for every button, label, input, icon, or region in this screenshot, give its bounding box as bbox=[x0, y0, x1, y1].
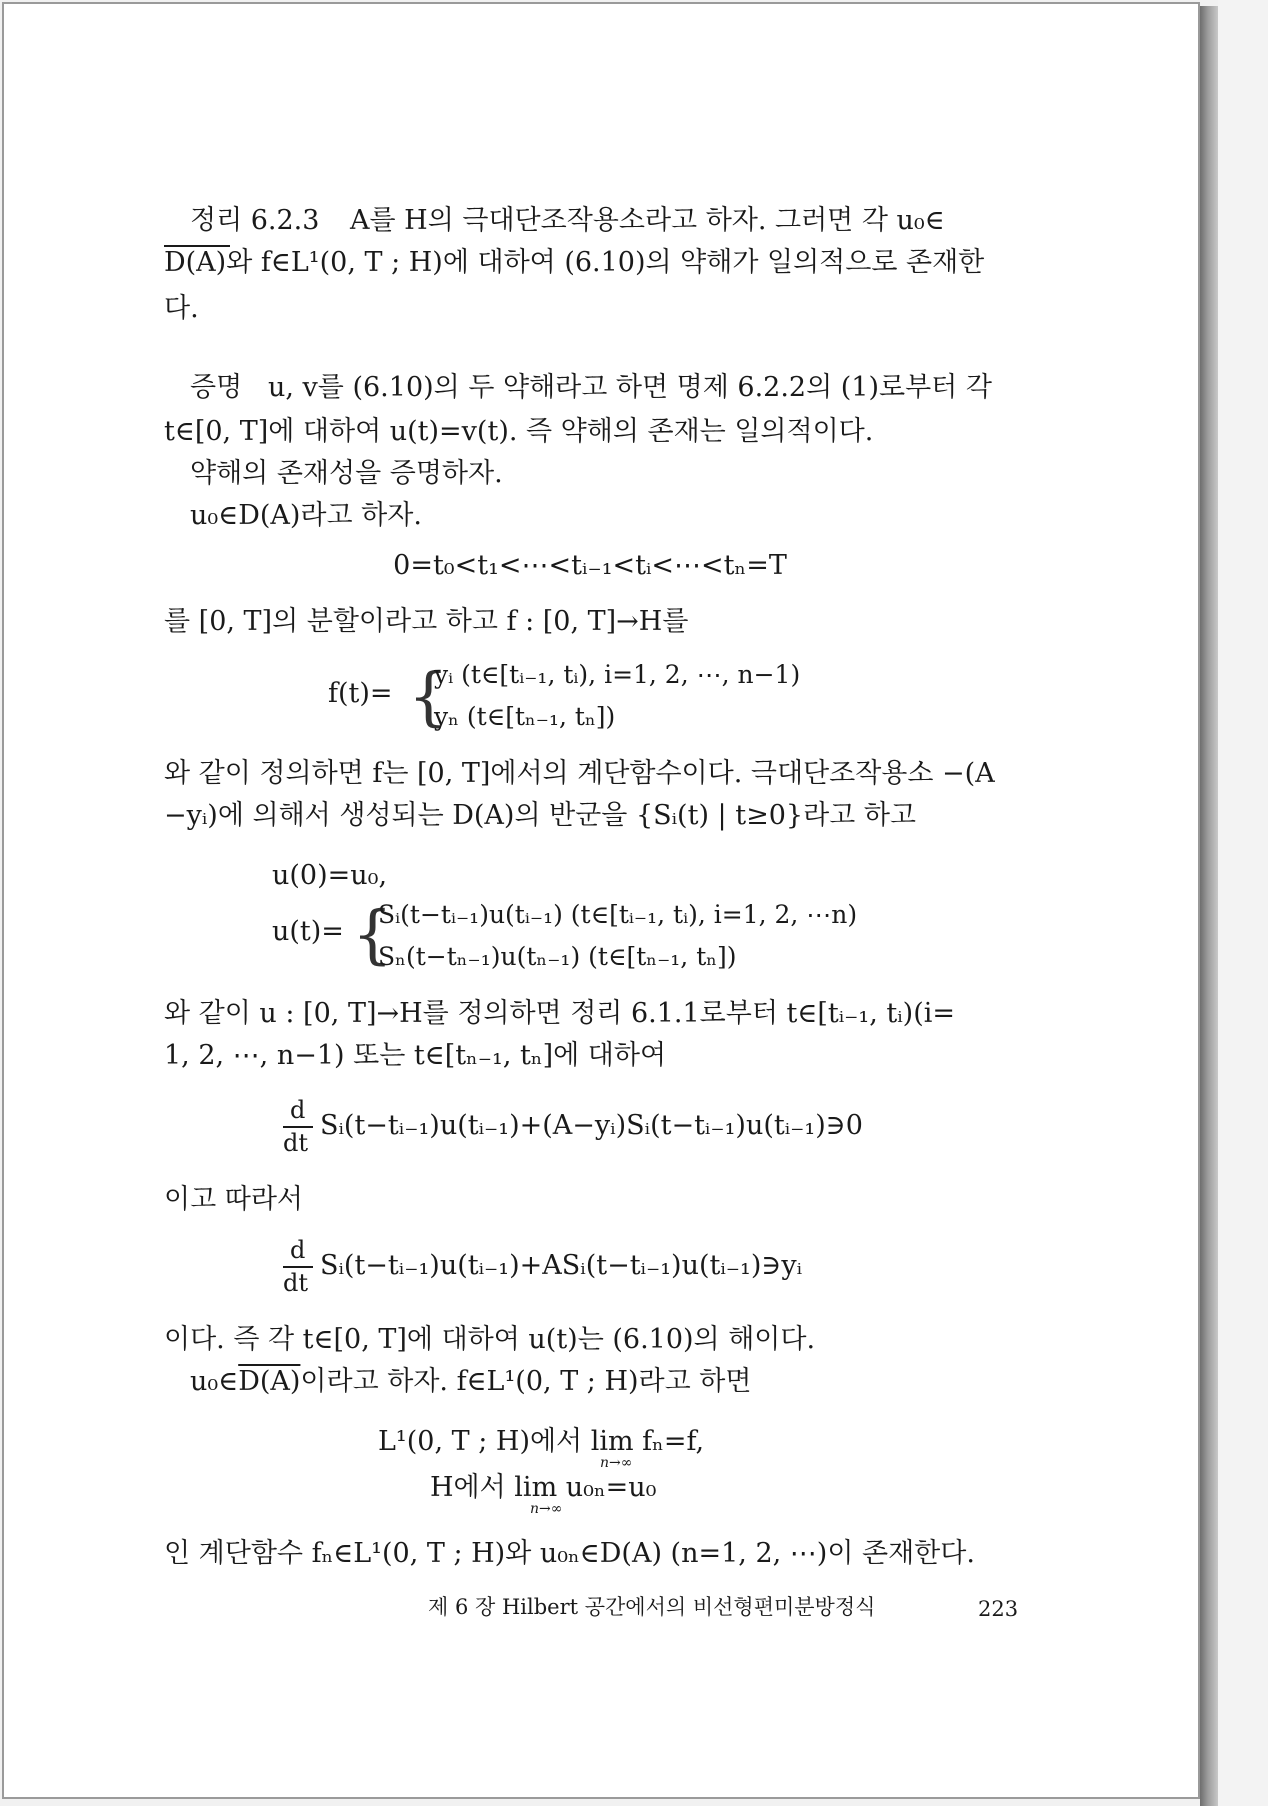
theorem-label: 정리 6.2.3 bbox=[190, 205, 320, 236]
theorem-line-3: 다. bbox=[164, 293, 199, 324]
proof-line-11: 이다. 즉 각 t∈[0, T]에 대하여 u(t)는 (6.10)의 해이다. bbox=[164, 1324, 816, 1355]
derivative-equation-1: Sᵢ(t−tᵢ₋₁)u(tᵢ₋₁)+(A−yᵢ)Sᵢ(t−tᵢ₋₁)u(tᵢ₋₁)∋0 bbox=[320, 1110, 863, 1141]
proof-line-5: 를 [0, T]의 분할이라고 하고 f : [0, T]→H를 bbox=[164, 606, 689, 637]
chapter-footer: 제 6 장 Hilbert 공간에서의 비선형편미분방정식 bbox=[428, 1595, 876, 1619]
proof-line-4: u₀∈D(A)라고 하자. bbox=[190, 500, 422, 531]
f-case-2: yₙ (t∈[tₙ₋₁, tₙ]) bbox=[434, 702, 616, 731]
fraction-bar bbox=[283, 1266, 313, 1268]
proof-line-1: u, v를 (6.10)의 두 약해라고 하면 명제 6.2.2의 (1)로부터 각 bbox=[268, 372, 992, 403]
proof-line-3: 약해의 존재성을 증명하자. bbox=[190, 458, 503, 489]
limit-equation-2: H에서 lim u₀ₙ=u₀ bbox=[430, 1472, 657, 1503]
proof-label: 증명 bbox=[190, 372, 243, 403]
theorem-line-1: A를 H의 극대단조작용소라고 하자. 그러면 각 u₀∈ bbox=[350, 205, 945, 236]
f-definition-lhs: f(t)= bbox=[328, 678, 393, 709]
limit-subscript-1: n→∞ bbox=[600, 1455, 633, 1471]
limit-subscript-2: n→∞ bbox=[530, 1501, 563, 1517]
theorem-line-2: D(A)와 f∈L¹(0, T ; H)에 대하여 (6.10)의 약해가 일의적으로 존재한 bbox=[164, 247, 985, 278]
page-number: 223 bbox=[978, 1597, 1019, 1621]
left-brace: { bbox=[408, 660, 449, 734]
derivative-denominator: dt bbox=[283, 1269, 309, 1297]
partition-equation: 0=t₀<t₁<⋯<tᵢ₋₁<tᵢ<⋯<tₙ=T bbox=[393, 550, 787, 581]
proof-line-10: 이고 따라서 bbox=[164, 1184, 303, 1215]
proof-line-12 bbox=[190, 1368, 751, 1395]
closure-domain: D(A) bbox=[238, 1366, 301, 1397]
proof-line-12-rest: 이라고 하자. f∈L¹(0, T ; H)라고 하면 bbox=[300, 1366, 752, 1397]
proof-line-7: −yᵢ)에 의해서 생성되는 D(A)의 반군을 {Sᵢ(t) | t≥0}라고 하고 bbox=[164, 800, 916, 831]
page-edge-shadow bbox=[1200, 6, 1218, 1806]
proof-line-6: 와 같이 정의하면 f는 [0, T]에서의 계단함수이다. 극대단조작용소 −(A bbox=[164, 758, 995, 789]
left-brace: { bbox=[352, 898, 393, 972]
page-edge-background bbox=[1218, 0, 1268, 1806]
fraction-bar bbox=[283, 1126, 313, 1128]
u-case-1: Sᵢ(t−tᵢ₋₁)u(tᵢ₋₁) (t∈[tᵢ₋₁, tᵢ), i=1, 2, ⋯n) bbox=[378, 900, 858, 929]
u0-definition: u(0)=u₀, bbox=[272, 860, 388, 891]
u0-element: u₀∈ bbox=[190, 1366, 239, 1397]
f-case-1: yᵢ (t∈[tᵢ₋₁, tᵢ), i=1, 2, ⋯, n−1) bbox=[434, 660, 801, 689]
proof-line-2: t∈[0, T]에 대하여 u(t)=v(t). 즉 약해의 존재는 일의적이다. bbox=[164, 416, 874, 447]
proof-line-13: 인 계단함수 fₙ∈L¹(0, T ; H)와 u₀ₙ∈D(A) (n=1, 2, ⋯)이 존재한다. bbox=[164, 1538, 975, 1569]
u-case-2: Sₙ(t−tₙ₋₁)u(tₙ₋₁) (t∈[tₙ₋₁, tₙ]) bbox=[378, 942, 737, 971]
derivative-numerator: d bbox=[290, 1096, 306, 1124]
u-definition-lhs: u(t)= bbox=[272, 916, 344, 947]
closure-overline bbox=[164, 245, 230, 247]
derivative-equation-2: Sᵢ(t−tᵢ₋₁)u(tᵢ₋₁)+ASᵢ(t−tᵢ₋₁)u(tᵢ₋₁)∋yᵢ bbox=[320, 1250, 803, 1281]
derivative-numerator: d bbox=[290, 1236, 306, 1264]
proof-line-8: 와 같이 u : [0, T]→H를 정의하면 정리 6.1.1로부터 t∈[tᵢ₋₁, tᵢ)(i= bbox=[164, 998, 955, 1029]
limit-equation-1: L¹(0, T ; H)에서 lim fₙ=f, bbox=[378, 1426, 705, 1457]
proof-line-9: 1, 2, ⋯, n−1) 또는 t∈[tₙ₋₁, tₙ]에 대하여 bbox=[164, 1040, 667, 1071]
derivative-denominator: dt bbox=[283, 1129, 309, 1157]
